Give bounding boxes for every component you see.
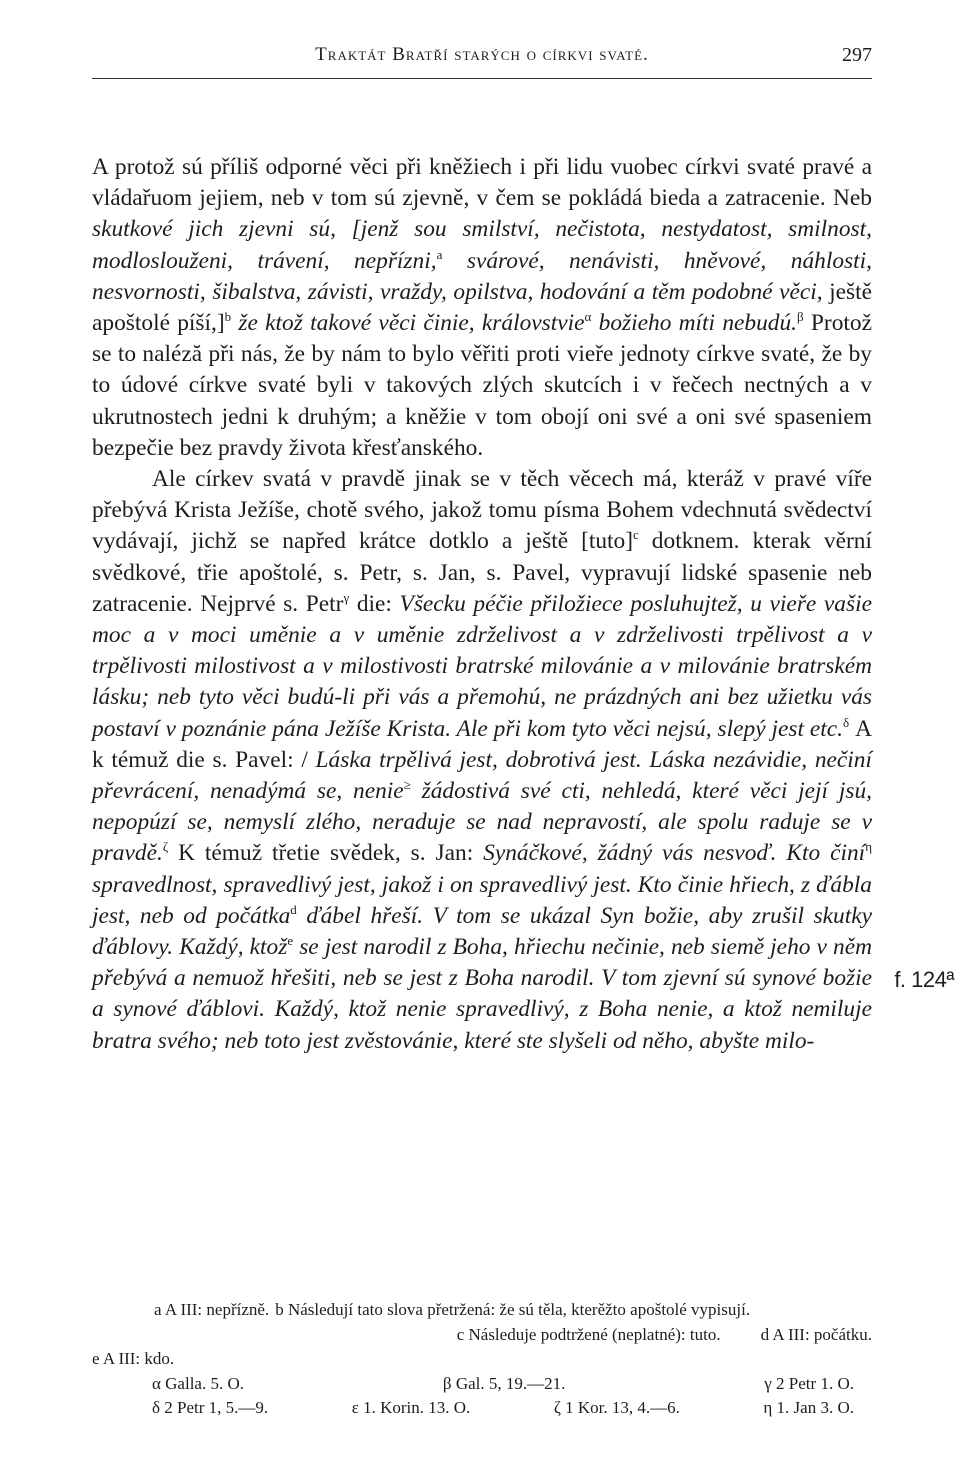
footnote-marker: e	[287, 933, 294, 949]
footnote-marker: d	[290, 902, 297, 918]
text-run: ještě apoštolé píší,]	[92, 278, 872, 337]
text-run: Ale církev svatá v pravdě jinak se v těch věcech má, kteráž v pravé víře přebývá Krista Ježíše, chotě svého, jakož tomu písma Bohem vdechnutá svědectví vydávají, jichž se napřed krátce dotklo a ještě [tuto]	[92, 466, 872, 555]
text-run: A k témuž die s. Pavel: /	[92, 715, 872, 773]
text-run: Protož se to naléză při nás, že by nám to bylo věřiti proti vieře jednoty církve svaté, že by to údové církve svaté byli v takových zlých skutcích i v řečech nectných a v ukrutnostech jedni k druhým; a kněžie v tom obojí oni své a oni své spaseniem bezpečie bez pravdy života křesťanského.	[92, 310, 872, 461]
footnote-line	[92, 1298, 872, 1323]
page	[92, 44, 954, 1057]
footnote-d: d A III: počátku.	[760, 1324, 872, 1344]
italic-run: skutkové jich zjevni sú, [jenž sou smilství, nečistota, nestydatost, smilnost, modloslouženi, trávení, nepřízni,	[92, 216, 872, 274]
page-number: 297	[842, 44, 872, 66]
italic-run: božieho míti nebudú.	[591, 310, 798, 337]
text-run: die:	[349, 590, 400, 617]
footnote-marker: b	[224, 309, 232, 325]
reference-line	[92, 1372, 872, 1397]
text-run: K témuž třetie svědek, s. Jan:	[168, 840, 484, 867]
reference-marker: β	[797, 309, 804, 325]
italic-run: ďábel hřeší. V tom se ukázal Syn božie, aby zrušil skutky ďáblovy. Každý, ktož	[92, 902, 872, 961]
reference-marker: α	[584, 309, 592, 325]
italic-run: se jest narodil z Boha, hřiechu nečinie, neb siemě jeho v něm přebývá a nemuož hřešiti, neb se jest z Boha narodil. V tom zjevní sú synové božie a synové ďáblovi. Každý, ktož nenie spravedlivý, z Boha nenie, a ktož nemiluje bratra svého; neb toto jest zvěstovánie, které ste slyšeli od něho, abyšte milo-	[92, 934, 872, 1054]
footnote-marker: c	[633, 527, 639, 543]
italic-run: Všecku péčie přiložiece posluhujtež, u vieře vašie moc a v moci uměnie a v uměnie zdrželivost a v zdrželivosti trpělivost a v trpělivosti milostivost a v milostivosti bratrské milovánie a v milovánie bratrském lásku; neb tyto věci budú-li při vás a přemohú, ne prázdných ani bez užietku vás postaví v poznánie pána Ježíše Krista. Ale při kom tyto věci nejsú, slepý jest etc.	[92, 590, 872, 742]
reference-marker: η	[865, 839, 872, 855]
italic-run: žádostivá své cti, nehledá, které věci její jsú, nepopúzí se, nemyslí zlého, neraduje se nad nepravostí, ale spolu raduje se v pravdě.	[92, 778, 872, 867]
reference-marker: δ	[843, 714, 850, 730]
footnote-a: a A III: nepřízně.	[154, 1300, 270, 1319]
reference-eta: η 1. Jan 3. O.	[763, 1398, 854, 1417]
text-run: A protož sú příliš odporné věci při kněžiech i při lidu vuobec církvi svaté pravé a vládařuom jejiem, neb v tom sú zjevně, v čem se pokládá bieda a zatracenie. Neb	[92, 154, 872, 212]
reference-marker: ≥	[403, 777, 411, 793]
reference-delta: δ 2 Petr 1, 5.—9.	[152, 1398, 269, 1417]
footnote-e: e A III: kdo.	[92, 1349, 175, 1368]
reference-zeta: ζ 1 Kor. 13, 4.—6.	[553, 1398, 680, 1417]
italic-run: Synáčkové, žádný vás nesvoď. Kto činí	[483, 840, 866, 867]
paragraph-1	[92, 152, 872, 464]
paragraph-2	[92, 464, 872, 1057]
italic-run: Láska trpělivá jest, dobrotivá jest. Láska nezávidie, nečiní převrácení, nenadýmá se, nenie	[92, 746, 872, 805]
running-head	[92, 44, 872, 74]
footnote-c: c Následuje podtržené (neplatné): tuto.	[456, 1324, 721, 1344]
header-rule	[92, 78, 872, 79]
footnote-b: b Následují tato slova přetržená: že sú těla, kterěžto apoštolé vypisují.	[275, 1300, 751, 1319]
footnotes	[92, 1298, 872, 1421]
italic-run: spravedlnost, spravedlivý jest, jakož i on spravedlivý jest. Kto činie hřiech, z ďábla jest, neb od počátka	[92, 871, 872, 929]
reference-line	[92, 1396, 872, 1421]
reference-epsilon: ε 1. Korin. 13. O.	[351, 1398, 471, 1417]
italic-run: že ktož takové věci činie, královstvie	[231, 310, 585, 337]
italic-run: svárové, nenávisti, hněvové, náhlosti, nesvornosti, šibalstva, závisti, vraždy, opilstva, hodování a těm podobné věci,	[92, 247, 872, 305]
reference-alpha: α Galla. 5. O.	[152, 1373, 244, 1393]
reference-marker: γ	[343, 590, 350, 606]
footnote-marker: a	[436, 246, 443, 262]
footnote-line	[92, 1347, 872, 1372]
running-title: Traktát Bratří starých o církvi svaté.	[315, 44, 649, 65]
body-text	[92, 152, 954, 1057]
reference-gamma: γ 2 Petr 1. O.	[764, 1373, 854, 1393]
reference-beta: β Gal. 5, 19.—21.	[442, 1373, 566, 1393]
footnote-line	[92, 1323, 872, 1348]
folio-margin-note: f. 124ª	[894, 967, 954, 992]
text-run: dotknem. kterak věrní svědkové, třie apoštolé, s. Petr, s. Jan, s. Pavel, vypravují lidské spasenie neb zatracenie. Nejprvé s. Petr	[92, 528, 872, 617]
reference-marker: ζ	[162, 839, 169, 855]
